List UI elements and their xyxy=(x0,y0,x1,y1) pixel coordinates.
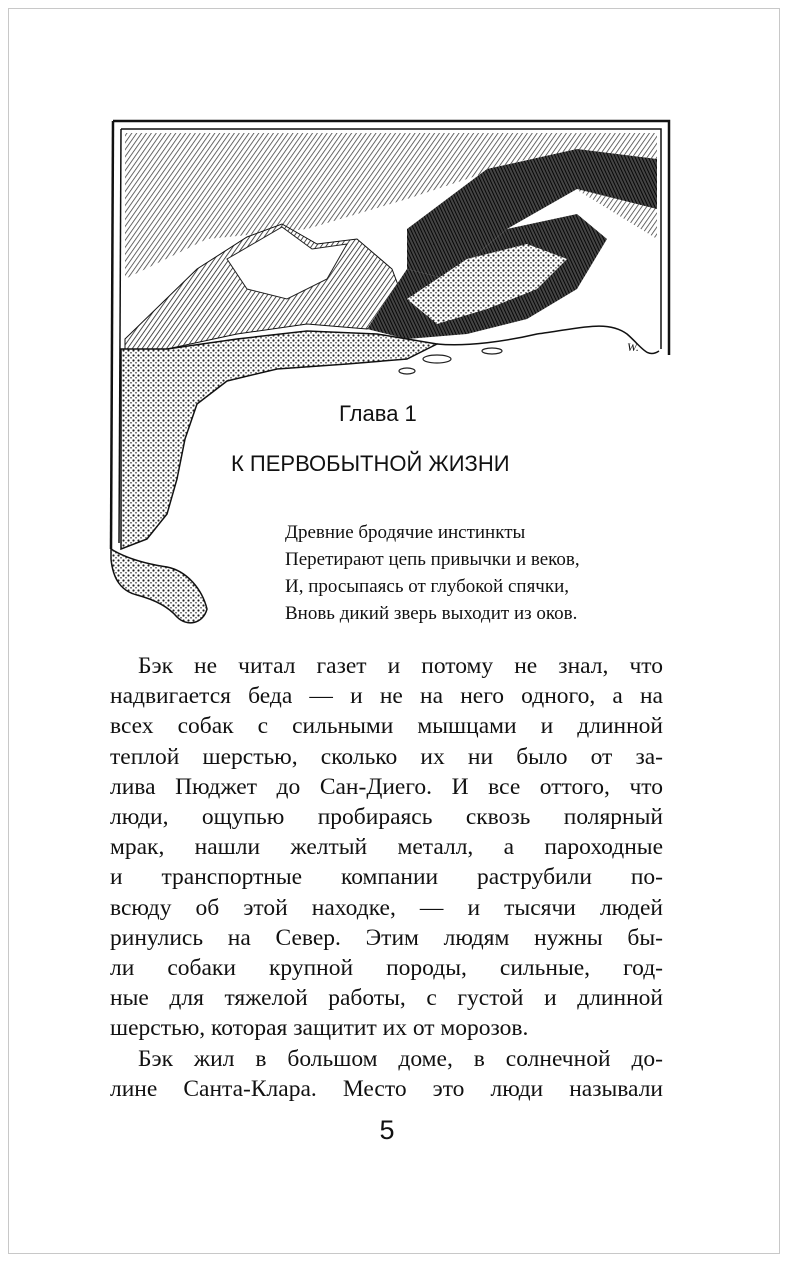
chapter-label: Глава 1 xyxy=(339,401,417,426)
island-1 xyxy=(423,355,451,363)
epigraph-line: Перетирают цепь привычки и веков, xyxy=(285,549,580,570)
frame-left-outer xyxy=(111,121,113,549)
epigraph xyxy=(285,519,675,627)
text-line: Бэк не читал газет и потому не знал, что xyxy=(138,653,663,679)
coast-tail-islands xyxy=(111,549,207,623)
island-3 xyxy=(399,368,415,374)
text-line: ные для тяжелой работы, с густой и длинной xyxy=(110,985,663,1012)
body-text xyxy=(110,651,663,1104)
text-line: всех собак с сильными мышцами и длинной xyxy=(110,713,663,740)
epigraph-line: И, просыпаясь от глубокой спячки, xyxy=(285,576,570,597)
text-line: мрак, нашли желтый металл, а пароходные xyxy=(110,834,663,861)
page-number: 5 xyxy=(379,1115,395,1145)
text-line: люди, ощупью пробираясь сквозь полярный xyxy=(110,804,663,831)
epigraph-line: Древние бродячие инстинкты xyxy=(285,522,526,543)
epigraph-line: Вновь дикий зверь выходит из оков. xyxy=(285,603,578,624)
text-line: теплой шерстью, сколько их ни было от за- xyxy=(110,743,663,770)
text-line: всюду об этой находке, — и тысячи людей xyxy=(110,894,663,921)
book-page xyxy=(8,8,780,1254)
text-line: и транспортные компании раструбили по- xyxy=(110,864,663,891)
text-line: надвигается беда — и не на него одного, а на xyxy=(110,683,663,710)
chapter-title: К ПЕРВОБЫТНОЙ ЖИЗНИ xyxy=(231,451,510,476)
text-line: Бэк жил в большом доме, в солнечной до- xyxy=(138,1045,663,1072)
text-line: шерстью, которая защитит их от морозов. xyxy=(110,1015,529,1042)
text-line: ли собаки крупной породы, сильные, год- xyxy=(110,955,663,982)
coast-land xyxy=(121,331,437,549)
island-2 xyxy=(482,348,502,354)
text-line: лине Санта-Клара. Место это люди называли xyxy=(110,1075,663,1102)
text-line: ринулись на Север. Этим людям нужны бы- xyxy=(110,924,663,951)
artist-signature: W. xyxy=(627,340,639,354)
text-line: лива Пюджет до Сан-Диего. И все оттого, что xyxy=(110,773,663,800)
